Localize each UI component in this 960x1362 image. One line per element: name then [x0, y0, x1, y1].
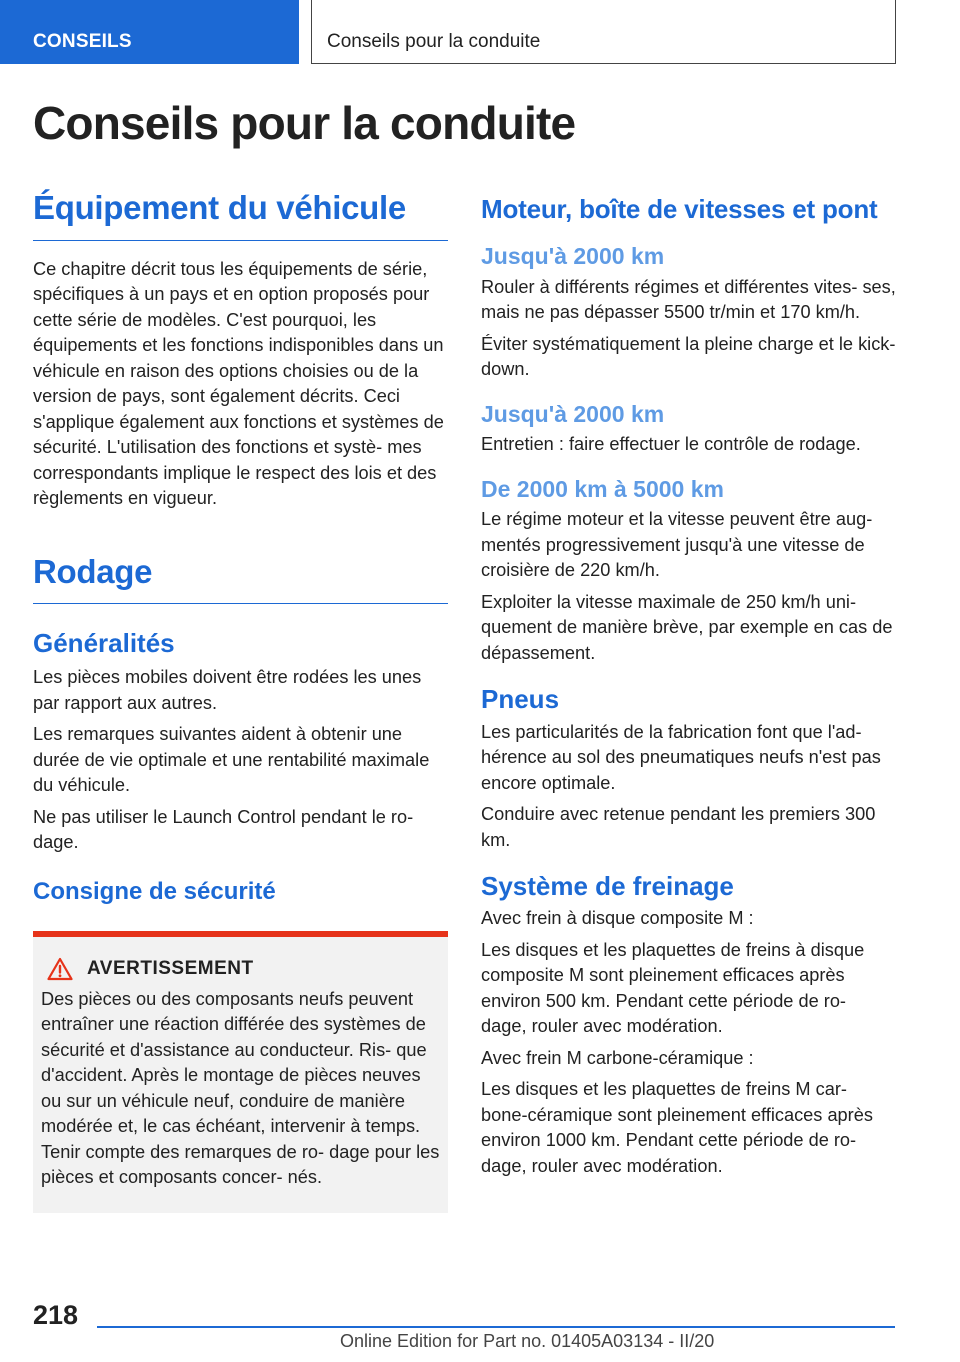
warning-triangle-icon [47, 957, 73, 981]
heading-consigne: Consigne de sécurité [33, 877, 276, 905]
paragraph-jusqua-2: Entretien : faire effectuer le contrôle de rodage. [481, 434, 861, 455]
paragraph-freinage-1: Avec frein à disque composite M : [481, 908, 754, 929]
warning-header [47, 957, 440, 981]
paragraph-de-2000-a: Le régime moteur et la vitesse peuvent être aug‐ mentés progressivement jusqu'à une vitesse de croisière de 220 km/h. [481, 509, 873, 581]
paragraph-freinage-4: Les disques et les plaquettes de freins M car‐ bone-céramique sont pleinement efficaces après environ 1000 km. Pendant cette période de ro‐ dage, rouler avec modération. [481, 1079, 873, 1176]
heading-rodage: Rodage [33, 552, 448, 605]
paragraph-jusqua-1a: Rouler à différents régimes et différentes vites‐ ses, mais ne pas dépasser 5500 tr/min et 170 km/h. [481, 276, 896, 323]
footer-edition: Online Edition for Part no. 01405A03134 - II/20 [340, 1331, 715, 1351]
warning-text: Des pièces ou des composants neufs peuvent entraîner une réaction différée des systèmes de sécurité et d'assistance au conducteur. Ris‐ que d'accident. Après le montage de pièces neuves ou sur un véhicule neuf, conduire de manière modérée et, le cas échéant, intervenir à temps. Tenir compte des remarques de ro‐ dage pour les pièces et composants concer‐ nés. [41, 988, 440, 1188]
header-section-tab: CONSEILS [0, 0, 299, 64]
heading-moteur: Moteur, boîte de vitesses et pont [481, 194, 878, 224]
right-column [481, 188, 896, 1179]
paragraph-jusqua-1b: Éviter systématiquement la pleine charge et le kick-down. [481, 333, 896, 380]
paragraph-equipement: Ce chapitre décrit tous les équipements de série, spécifiques à un pays et en option proposés pour cette série de modèles. C'est pourquoi, les équipements et les fonctions indisponibles dans un véhicule en raison des options choisies ou de la version de pays, sont également décrits. Ceci s'applique également aux fonctions et systèmes de sécurité. L'utilisation des fonctions et systè‐ mes correspondants implique le respect des lois et des règlements en vigueur. [33, 258, 444, 509]
heading-generalites: Généralités [33, 628, 175, 659]
paragraph-freinage-2: Les disques et les plaquettes de freins à disque composite M sont pleinement efficaces après environ 500 km. Pendant cette période de ro‐ dage, rouler avec modération. [481, 939, 865, 1037]
paragraph-de-2000-b: Exploiter la vitesse maximale de 250 km/h uni‐ quement de manière brève, par exemple en cas de dépassement. [481, 591, 893, 663]
page-title: Conseils pour la conduite [33, 97, 576, 149]
heading-de-2000: De 2000 km à 5000 km [481, 475, 724, 502]
warning-title: AVERTISSEMENT [87, 957, 254, 979]
paragraph-generalites-3: Ne pas utiliser le Launch Control pendant le ro‐ dage. [33, 806, 414, 853]
header-chapter-box: Conseils pour la conduite [311, 0, 896, 64]
paragraph-generalites-2: Les remarques suivantes aident à obtenir une durée de vie optimale et une rentabilité maximale du véhicule. [33, 724, 430, 796]
heading-equipement: Équipement du véhicule [33, 188, 448, 241]
paragraph-generalites-1: Les pièces mobiles doivent être rodées les unes par rapport aux autres. [33, 667, 422, 713]
paragraph-pneus-2: Conduire avec retenue pendant les premiers 300 km. [481, 804, 876, 850]
left-column [33, 188, 448, 1213]
heading-freinage: Système de freinage [481, 871, 734, 902]
paragraph-pneus-1: Les particularités de la fabrication font que l'ad‐ hérence au sol des pneumatiques neufs n'est pas encore optimale. [481, 721, 881, 793]
heading-jusqua-2: Jusqu'à 2000 km [481, 400, 665, 427]
paragraph-freinage-3: Avec frein M carbone-céramique : [481, 1047, 754, 1068]
warning-box [33, 931, 448, 1213]
heading-jusqua-1: Jusqu'à 2000 km [481, 243, 665, 270]
footer-divider [97, 1326, 895, 1328]
heading-pneus: Pneus [481, 684, 560, 715]
page-number: 218 [33, 1300, 79, 1330]
